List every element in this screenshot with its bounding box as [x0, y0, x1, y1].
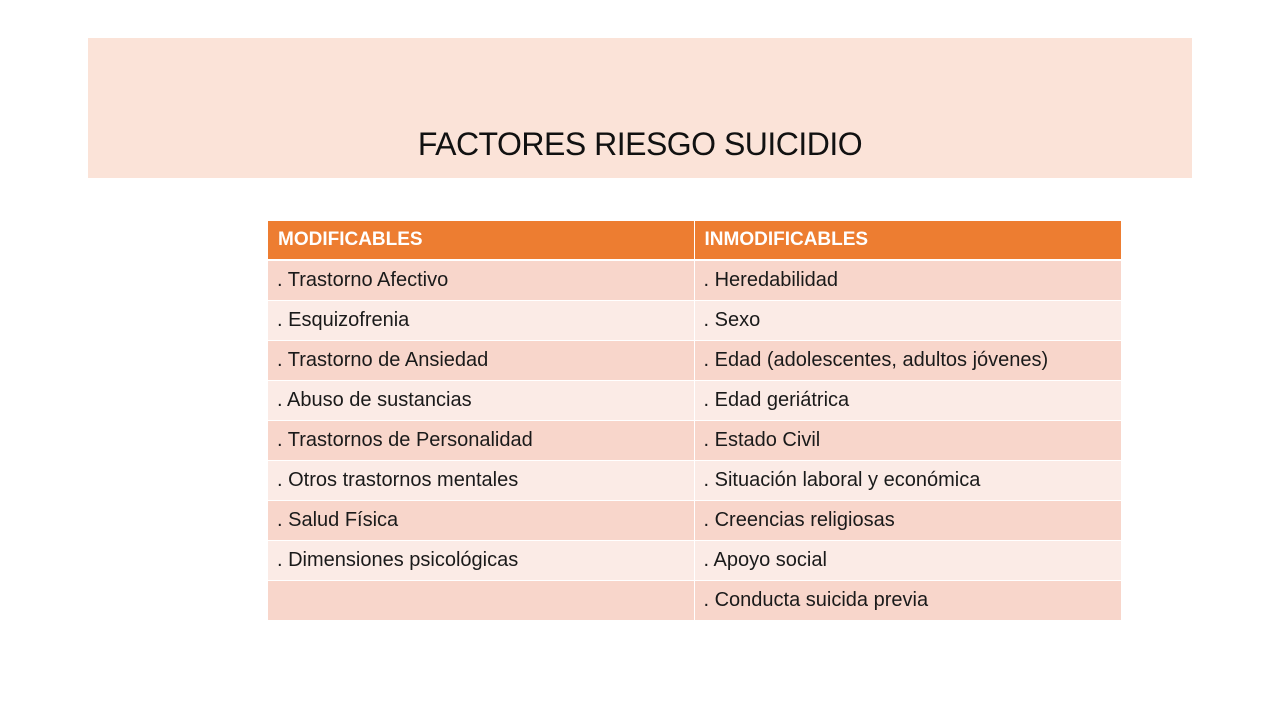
cell-inmodificable: . Edad (adolescentes, adultos jóvenes)	[694, 341, 1121, 381]
table-row	[268, 381, 1121, 421]
risk-factors-table	[268, 221, 1121, 621]
table-row	[268, 421, 1121, 461]
cell-modificable: . Esquizofrenia	[268, 301, 694, 341]
table-row	[268, 541, 1121, 581]
cell-inmodificable: . Apoyo social	[694, 541, 1121, 581]
cell-modificable: . Salud Física	[268, 501, 694, 541]
table-row	[268, 341, 1121, 381]
cell-modificable: . Dimensiones psicológicas	[268, 541, 694, 581]
column-header-inmodificables: INMODIFICABLES	[694, 221, 1121, 260]
cell-inmodificable: . Heredabilidad	[694, 260, 1121, 301]
cell-modificable: . Otros trastornos mentales	[268, 461, 694, 501]
table-row	[268, 301, 1121, 341]
title-band	[88, 38, 1192, 178]
table-row	[268, 581, 1121, 621]
cell-inmodificable: . Estado Civil	[694, 421, 1121, 461]
table-row	[268, 501, 1121, 541]
cell-inmodificable: . Sexo	[694, 301, 1121, 341]
table-row	[268, 461, 1121, 501]
table-header-row	[268, 221, 1121, 260]
cell-inmodificable: . Conducta suicida previa	[694, 581, 1121, 621]
cell-inmodificable: . Situación laboral y económica	[694, 461, 1121, 501]
cell-modificable: . Trastorno de Ansiedad	[268, 341, 694, 381]
cell-inmodificable: . Edad geriátrica	[694, 381, 1121, 421]
cell-modificable	[268, 581, 694, 621]
cell-inmodificable: . Creencias religiosas	[694, 501, 1121, 541]
column-header-modificables: MODIFICABLES	[268, 221, 694, 260]
cell-modificable: . Abuso de sustancias	[268, 381, 694, 421]
table-row	[268, 260, 1121, 301]
slide-title: FACTORES RIESGO SUICIDIO	[417, 126, 863, 162]
cell-modificable: . Trastorno Afectivo	[268, 260, 694, 301]
cell-modificable: . Trastornos de Personalidad	[268, 421, 694, 461]
